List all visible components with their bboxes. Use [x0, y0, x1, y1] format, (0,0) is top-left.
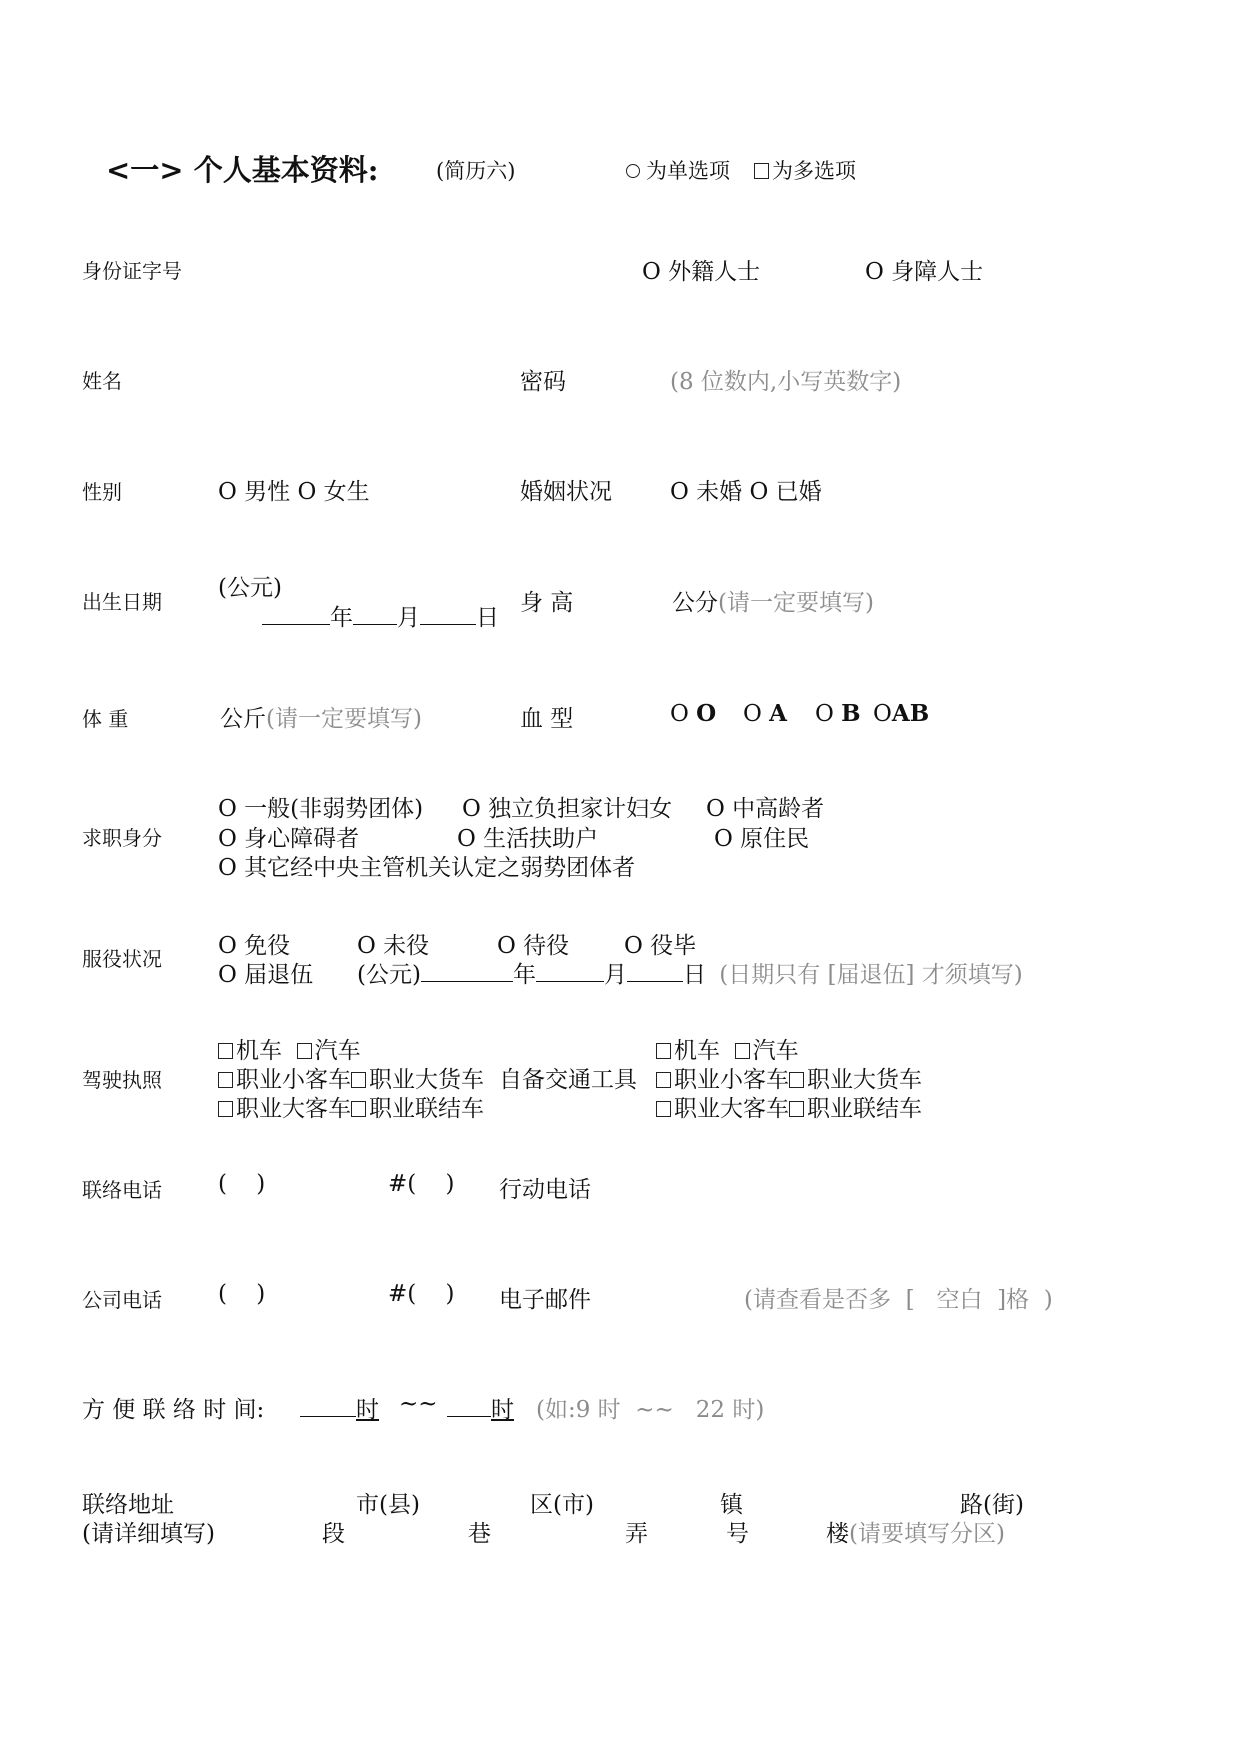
birth-date: 年 月 日: [262, 599, 499, 632]
blood-option-o[interactable]: O O: [670, 700, 717, 727]
contact-time-from: 时: [300, 1391, 379, 1424]
foreigner-option[interactable]: O 外籍人士: [642, 259, 761, 285]
checkbox-icon[interactable]: [218, 1101, 233, 1117]
transport-line-3: 职业大客车 职业联结车: [656, 1090, 922, 1123]
license-line-3: 职业大客车 职业联结车: [218, 1090, 484, 1123]
checkbox-icon[interactable]: [351, 1101, 366, 1117]
birth-day-field[interactable]: [420, 602, 476, 625]
transport-label: 自备交通工具: [499, 1067, 637, 1093]
checkbox-icon[interactable]: [297, 1043, 312, 1059]
birth-era: (公元): [218, 575, 282, 601]
to-hour-field[interactable]: [447, 1394, 491, 1417]
blood-option-a[interactable]: O A: [743, 700, 788, 727]
contact-time-label: 方 便 联 络 时 间:: [82, 1397, 265, 1423]
job-option-disabled[interactable]: O 身心障碍者: [218, 826, 360, 852]
height-unit: 公分(请一定要填写): [672, 590, 874, 616]
gender-label: 性别: [82, 480, 122, 504]
checkbox-icon[interactable]: [656, 1072, 671, 1088]
job-option-other[interactable]: O 其它经中央主管机关认定之弱势团体者: [218, 855, 636, 881]
height-label: 身 高: [520, 590, 574, 616]
contact-time-sep: ~~: [399, 1391, 438, 1417]
birth-month-field[interactable]: [353, 602, 397, 625]
id-label: 身份证字号: [82, 259, 182, 283]
military-completed[interactable]: O 役毕: [624, 933, 697, 959]
checkbox-icon[interactable]: [218, 1072, 233, 1088]
phone-label: 联络电话: [82, 1178, 162, 1202]
email-label: 电子邮件: [499, 1287, 591, 1313]
military-month-field[interactable]: [536, 959, 604, 982]
address-alley: 弄: [625, 1521, 648, 1547]
job-option-general[interactable]: O 一般(非弱势团体): [218, 796, 424, 822]
disabled-option[interactable]: O 身障人士: [865, 259, 984, 285]
phone-extension[interactable]: #( ): [388, 1171, 455, 1197]
military-day-field[interactable]: [627, 959, 683, 982]
mobile-label: 行动电话: [499, 1177, 591, 1203]
blood-option-b[interactable]: O B: [815, 700, 861, 727]
checkbox-icon[interactable]: [735, 1043, 750, 1059]
checkbox-square-icon: [754, 163, 769, 179]
legend-single: 为单选项: [626, 155, 730, 185]
address-lane: 巷: [468, 1521, 491, 1547]
radio-circle-icon: [626, 164, 640, 178]
phone-area-code[interactable]: ( ): [218, 1171, 266, 1197]
military-exempt[interactable]: O 免役: [218, 933, 291, 959]
weight-unit: 公斤(请一定要填写): [220, 706, 422, 732]
address-city: 市(县): [356, 1492, 420, 1518]
job-label: 求职身分: [82, 826, 162, 850]
address-town: 镇: [720, 1492, 743, 1518]
license-line-2: 职业小客车 职业大货车: [218, 1061, 484, 1094]
contact-time-hint: (如:9 时 ~~ 22 时): [536, 1397, 765, 1423]
address-floor: 楼(请要填写分区): [826, 1521, 1005, 1547]
checkbox-icon[interactable]: [351, 1072, 366, 1088]
job-option-single-mother[interactable]: O 独立负担家计妇女: [462, 796, 673, 822]
address-road: 路(街): [960, 1492, 1024, 1518]
job-option-welfare[interactable]: O 生活扶助户: [457, 826, 599, 852]
military-not-served[interactable]: O 未役: [357, 933, 430, 959]
address-section: 段: [322, 1521, 345, 1547]
license-label: 驾驶执照: [82, 1068, 162, 1092]
company-phone-label: 公司电话: [82, 1288, 162, 1312]
checkbox-icon[interactable]: [218, 1043, 233, 1059]
military-retiring[interactable]: O 届退伍: [218, 962, 314, 988]
job-option-aboriginal[interactable]: O 原住民: [714, 826, 810, 852]
address-number: 号: [726, 1521, 749, 1547]
password-hint: (8 位数内,小写英数字): [670, 369, 902, 395]
company-extension[interactable]: #( ): [388, 1281, 455, 1307]
name-label: 姓名: [82, 369, 122, 393]
birth-label: 出生日期: [82, 590, 162, 614]
company-area-code[interactable]: ( ): [218, 1281, 266, 1307]
address-district: 区(市): [530, 1492, 594, 1518]
checkbox-icon[interactable]: [656, 1101, 671, 1117]
address-note: (请详细填写): [82, 1521, 215, 1547]
birth-year-field[interactable]: [262, 602, 330, 625]
marital-label: 婚姻状况: [520, 479, 612, 505]
military-date: (公元) 年 月 日 (日期只有 [届退伍] 才须填写): [357, 956, 1023, 989]
from-hour-field[interactable]: [300, 1394, 356, 1417]
page-subtitle: (简历六): [436, 159, 516, 183]
checkbox-icon[interactable]: [789, 1101, 804, 1117]
license-line-1: 机车 汽车: [218, 1032, 361, 1065]
military-label: 服役状况: [82, 947, 162, 971]
address-label: 联络地址: [82, 1492, 174, 1518]
legend-multi: 为多选项: [754, 155, 856, 185]
email-hint: (请查看是否多 [ 空白 ]格 ): [744, 1287, 1053, 1313]
transport-line-2: 职业小客车 职业大货车: [656, 1061, 922, 1094]
gender-options[interactable]: O 男性 O 女生: [218, 479, 370, 505]
checkbox-icon[interactable]: [656, 1043, 671, 1059]
password-label: 密码: [520, 369, 566, 395]
weight-label: 体 重: [82, 707, 129, 731]
transport-line-1: 机车 汽车: [656, 1032, 799, 1065]
blood-label: 血 型: [520, 706, 574, 732]
military-pending[interactable]: O 待役: [497, 933, 570, 959]
page-title: <一> 个人基本资料:: [106, 153, 379, 187]
military-year-field[interactable]: [421, 959, 513, 982]
contact-time-to: 时: [447, 1391, 514, 1424]
job-option-senior[interactable]: O 中高龄者: [706, 796, 825, 822]
marital-options[interactable]: O 未婚 O 已婚: [670, 479, 822, 505]
blood-option-ab[interactable]: OAB: [873, 700, 930, 727]
checkbox-icon[interactable]: [789, 1072, 804, 1088]
